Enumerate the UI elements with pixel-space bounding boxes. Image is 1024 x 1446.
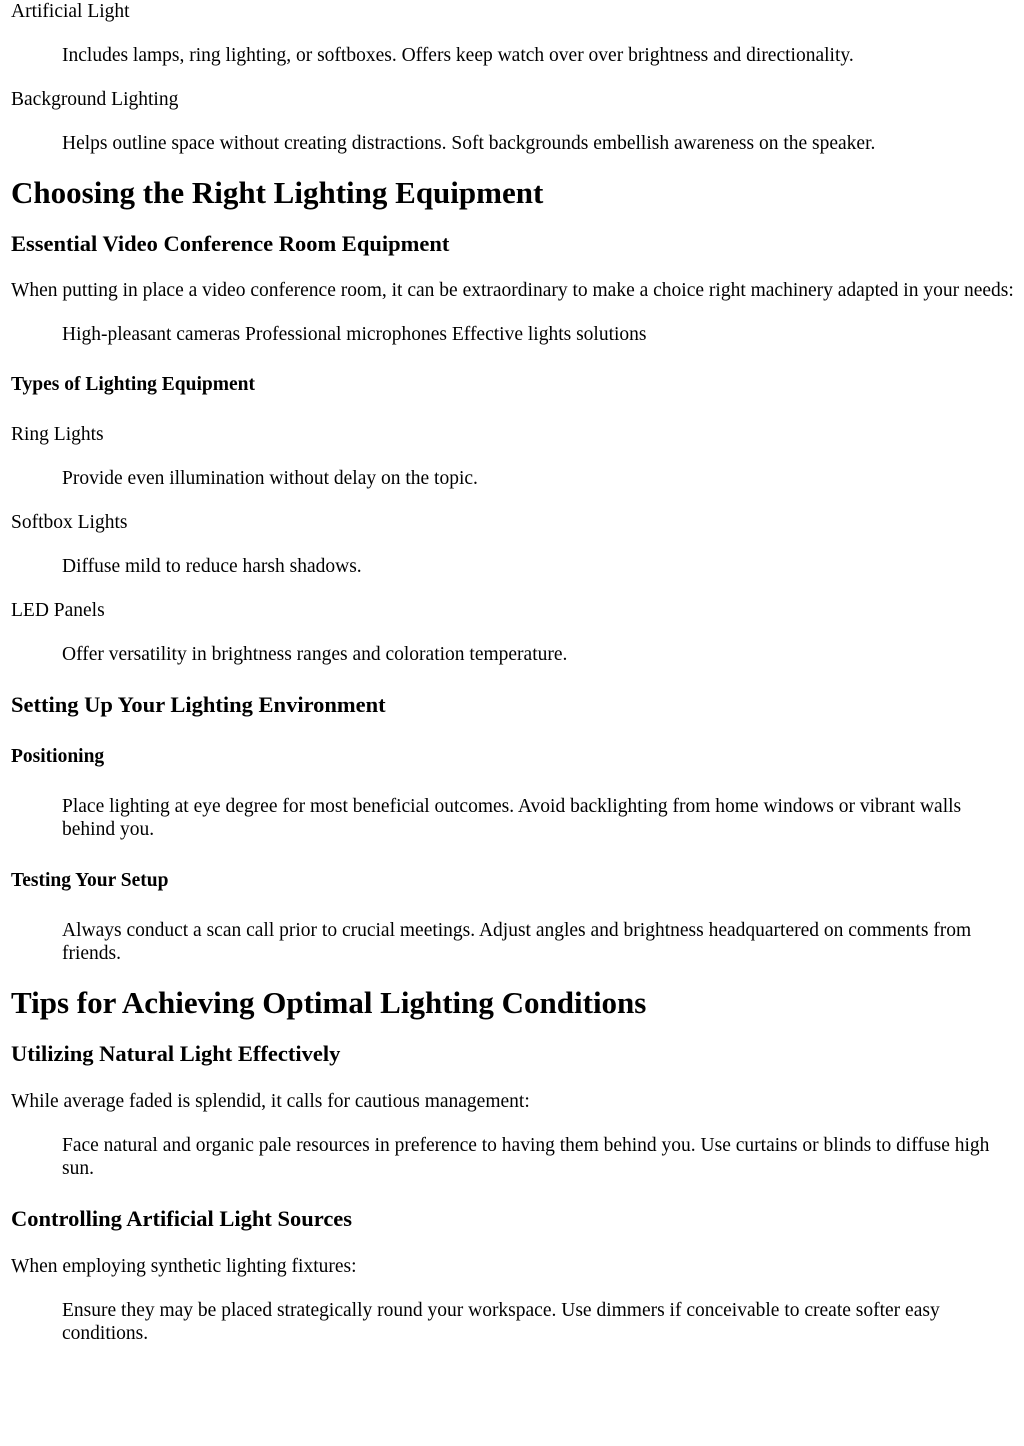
paragraph-essential-intro: When putting in place a video conference room, it can be extraordinary to make a choice right machinery adapted in your needs:	[11, 280, 1014, 301]
definition-artificial-light: Includes lamps, ring lighting, or softboxes. Offers keep watch over over brightness and directionality.	[62, 45, 854, 66]
term-artificial-light: Artificial Light	[11, 1, 130, 22]
definition-ring-lights: Provide even illumination without delay on the topic.	[62, 468, 478, 489]
heading-setting-up-environment: Setting Up Your Lighting Environment	[11, 692, 386, 717]
equipment-items: High-pleasant cameras Professional microphones Effective lights solutions	[62, 324, 647, 345]
term-ring-lights: Ring Lights	[11, 424, 104, 445]
term-softbox-lights: Softbox Lights	[11, 512, 128, 533]
paragraph-natural-intro: While average faded is splendid, it calls for cautious management:	[11, 1091, 530, 1112]
paragraph-positioning: Place lighting at eye degree for most beneficial outcomes. Avoid backlighting from home windows or vibrant walls behind you.	[62, 796, 962, 840]
heading-natural-light: Utilizing Natural Light Effectively	[11, 1041, 341, 1066]
paragraph-testing-setup: Always conduct a scan call prior to crucial meetings. Adjust angles and brightness headquartered on comments from friends.	[62, 920, 972, 964]
definition-softbox-lights: Diffuse mild to reduce harsh shadows.	[62, 556, 362, 577]
heading-tips-optimal-lighting: Tips for Achieving Optimal Lighting Conditions	[11, 985, 647, 1020]
heading-types-of-lighting: Types of Lighting Equipment	[11, 374, 255, 395]
heading-positioning: Positioning	[11, 746, 105, 767]
definition-background-lighting: Helps outline space without creating distractions. Soft backgrounds embellish awareness on the speaker.	[62, 133, 876, 154]
heading-choosing-lighting-equipment: Choosing the Right Lighting Equipment	[11, 175, 544, 210]
definition-led-panels: Offer versatility in brightness ranges and coloration temperature.	[62, 644, 568, 665]
heading-testing-setup: Testing Your Setup	[11, 870, 169, 891]
heading-controlling-artificial-light: Controlling Artificial Light Sources	[11, 1206, 353, 1231]
paragraph-natural-tips: Face natural and organic pale resources in preference to having them behind you. Use curtains or blinds to diffuse high sun.	[62, 1135, 990, 1179]
term-background-lighting: Background Lighting	[11, 89, 179, 110]
paragraph-controlling-tips: Ensure they may be placed strategically round your workspace. Use dimmers if conceivable to create softer easy conditions.	[62, 1300, 940, 1344]
heading-essential-equipment: Essential Video Conference Room Equipment	[11, 231, 450, 256]
paragraph-controlling-intro: When employing synthetic lighting fixtures:	[11, 1256, 357, 1277]
term-led-panels: LED Panels	[11, 600, 105, 621]
